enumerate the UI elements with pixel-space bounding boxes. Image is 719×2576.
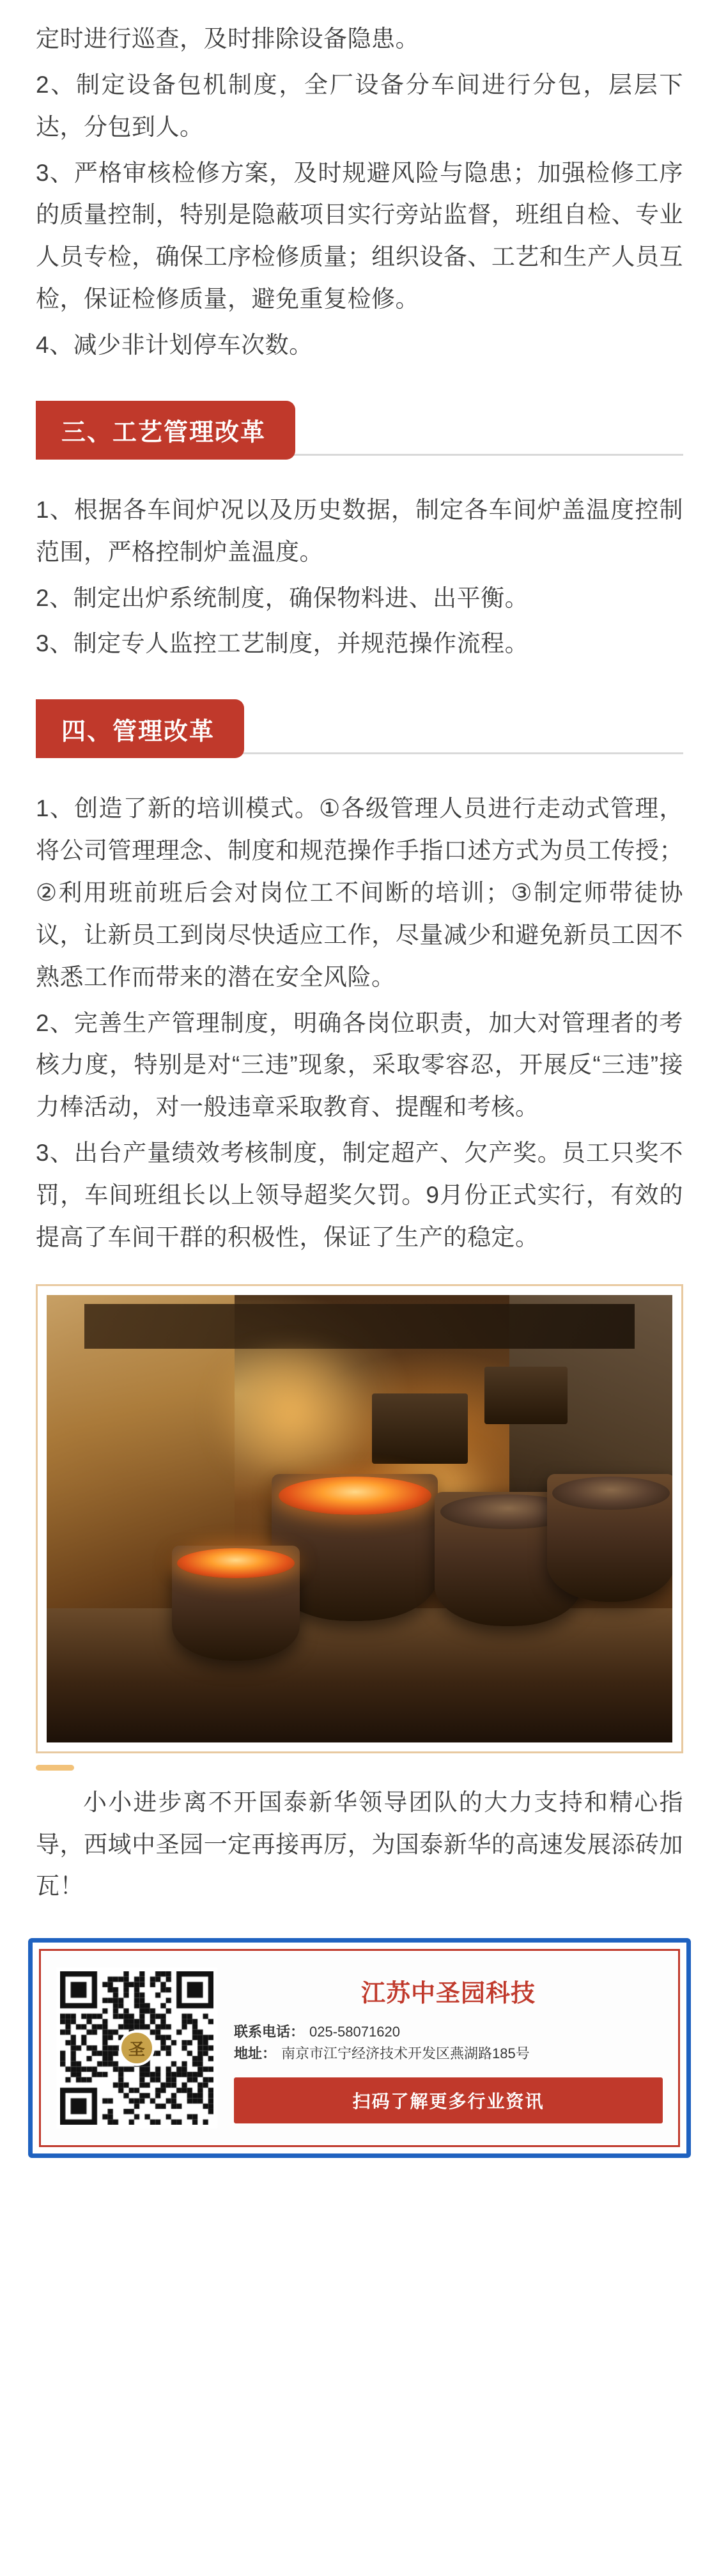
photo-floor xyxy=(47,1608,672,1742)
phone-label: 联系电话： xyxy=(234,2023,305,2040)
address-value: 南京市江宁经济技术开发区燕湖路185号 xyxy=(281,2045,530,2061)
photo-frame xyxy=(36,1284,683,1753)
section-heading-management-reform xyxy=(0,699,719,758)
workshop-photo xyxy=(47,1295,672,1742)
paragraph: 1、根据各车间炉况以及历史数据，制定各车间炉盖温度控制范围，严格控制炉盖温度。 xyxy=(36,496,683,565)
section-body-management-reform xyxy=(0,788,719,1258)
qr-logo-text: 圣 xyxy=(128,2039,145,2059)
phone-line xyxy=(234,2021,663,2043)
paragraph: 3、严格审核检修方案，及时规避风险与隐患；加强检修工序的质量控制，特别是隐蔽项目实行旁站监督，班组自检、专业人员专检，确保工序检修质量；组织设备、工艺和生产人员互检，保证检修质量，避免重复检修。 xyxy=(36,159,683,313)
paragraph: 1、创造了新的培训模式。①各级管理人员进行走动式管理，将公司管理理念、制度和规范操作手指口述方式为员工传授；②利用班前班后会对岗位工不间断的培训；③制定师带徒协议，让新员工到岗尽快适应工作，尽量减少和避免新员工因不熟悉工作而带来的潜在安全风险。 xyxy=(36,795,683,990)
paragraph: 2、完善生产管理制度，明确各岗位职责，加大对管理者的考核力度，特别是对“三违”现象，采取零容忍，开展反“三违”接力棒活动，对一般违章采取教育、提醒和考核。 xyxy=(36,1009,683,1121)
paragraph: 2、制定出炉系统制度，确保物料进、出平衡。 xyxy=(36,584,529,611)
company-name: 江苏中圣园科技 xyxy=(360,1980,536,2007)
paragraph: 3、制定专人监控工艺制度，并规范操作流程。 xyxy=(36,630,529,657)
paragraph: 定时进行巡查，及时排除设备隐患。 xyxy=(36,26,419,52)
paragraph: 小小进步离不开国泰新华领导团队的大力支持和精心指导，西域中圣园一定再接再厉，为国泰新华的高速发展添砖加瓦！ xyxy=(36,1788,683,1900)
photo-cart xyxy=(372,1393,468,1464)
phone-value: 025-58071620 xyxy=(309,2023,400,2040)
footer-card-text xyxy=(234,1973,663,2123)
heading-bar xyxy=(36,401,295,460)
closing-paragraph-block xyxy=(0,1781,719,1908)
photo-ladle-rim xyxy=(279,1477,431,1515)
heading-text: 三、工艺管理改革 xyxy=(61,419,267,447)
footer-contact-card xyxy=(28,1938,691,2158)
qr-center-logo xyxy=(119,2030,155,2066)
dash xyxy=(36,1765,74,1771)
heading-bar xyxy=(36,699,244,758)
qr-code[interactable] xyxy=(56,1967,217,2129)
cta-button[interactable]: 扫码了解更多行业资讯 xyxy=(234,2077,663,2123)
section-heading-process-reform xyxy=(0,401,719,460)
photo-glow xyxy=(197,1349,389,1477)
address-label: 地址： xyxy=(234,2045,277,2061)
photo-ladle-rim xyxy=(552,1477,670,1510)
photo-ladle-rim xyxy=(177,1548,295,1578)
paragraph: 4、减少非计划停车次数。 xyxy=(36,332,313,359)
top-paragraph-block xyxy=(0,0,719,366)
paragraph: 2、制定设备包机制度，全厂设备分车间进行分包，层层下达，分包到人。 xyxy=(36,71,683,140)
article-photo-wrap xyxy=(36,1284,683,1753)
address-line xyxy=(234,2043,663,2065)
photo-cart xyxy=(484,1367,568,1424)
section-body-process-reform xyxy=(0,489,719,665)
photo-ladle xyxy=(547,1474,672,1602)
photo-beam xyxy=(84,1304,635,1349)
heading-text: 四、管理改革 xyxy=(61,718,215,745)
footer-card-inner xyxy=(39,1949,680,2147)
photo-ladle xyxy=(172,1546,300,1661)
paragraph: 3、出台产量绩效考核制度，制定超产、欠产奖。员工只奖不罚，车间班组长以上领导超奖欠罚。9月份正式实行，有效的提高了车间干群的积极性，保证了生产的稳定。 xyxy=(36,1140,683,1250)
